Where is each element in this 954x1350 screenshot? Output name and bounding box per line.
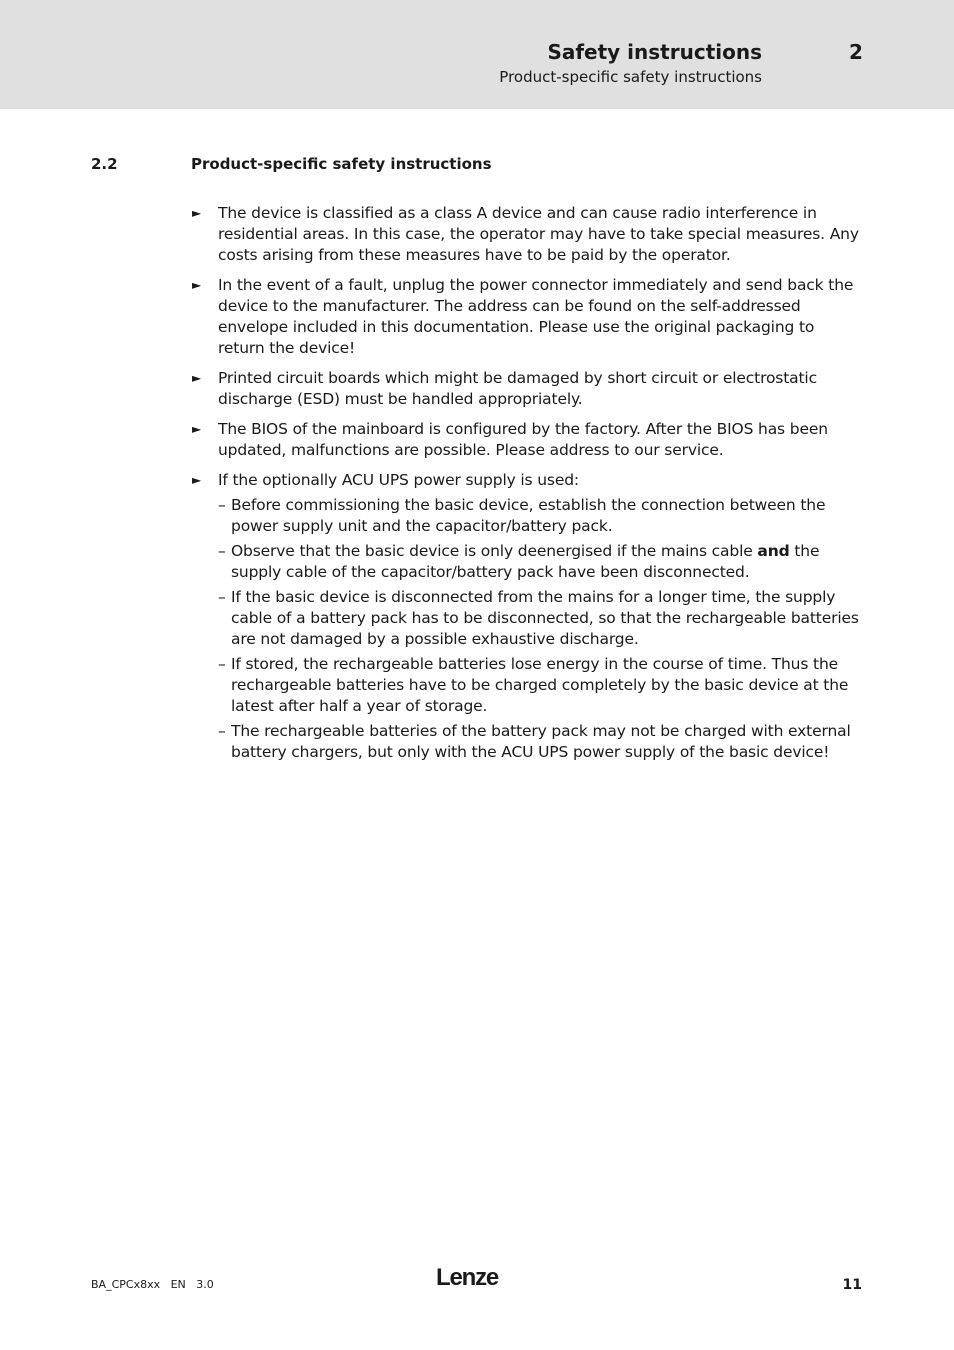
chapter-title: Safety instructions	[547, 40, 762, 64]
dash-bullet-icon: –	[218, 655, 226, 673]
arrow-bullet-icon: ►	[192, 422, 202, 436]
sub-list-item	[218, 495, 863, 537]
arrow-bullet-icon: ►	[192, 206, 202, 220]
section-title: Product-specific safety instructions	[191, 155, 492, 173]
page-header	[0, 0, 954, 109]
list-item-text: The device is classified as a class A device and can cause radio interference in residential areas. In this case, the operator may have to take special measures. Any costs arising from these measures have to be paid by the operator.	[218, 204, 859, 264]
section-number: 2.2	[91, 155, 118, 173]
emphasis-and: and	[757, 542, 790, 560]
list-item-text: In the event of a fault, unplug the power connector immediately and send back the device to the manufacturer. The address can be found on the self-addressed envelope included in this documentation. Please use the original packaging to return the device!	[218, 276, 854, 357]
sub-list-item	[218, 587, 863, 650]
sub-list-item-text: If the basic device is disconnected from the mains for a longer time, the supply cable of a battery pack has to be disconnected, so that the rechargeable batteries are not damaged by a possible exhaustive discharge.	[231, 588, 859, 648]
sub-list-item-text: The rechargeable batteries of the battery pack may not be charged with external battery chargers, but only with the ACU UPS power supply of the basic device!	[231, 722, 851, 761]
lenze-logo: Lenze	[436, 1264, 499, 1291]
sub-list-item	[218, 541, 863, 583]
list-item	[191, 419, 863, 461]
sub-list-item-text: Before commissioning the basic device, establish the connection between the power supply unit and the capacitor/battery pack.	[231, 496, 826, 535]
sub-list-item	[218, 721, 863, 763]
list-item	[191, 275, 863, 359]
list-item-text: The BIOS of the mainboard is configured by the factory. After the BIOS has been updated, malfunctions are possible. Please address to our service.	[218, 420, 828, 459]
chapter-subtitle: Product-specific safety instructions	[499, 68, 762, 86]
dash-bullet-icon: –	[218, 496, 226, 514]
dash-bullet-icon: –	[218, 542, 226, 560]
ups-sub-list	[218, 495, 863, 763]
instructions-list	[191, 203, 863, 772]
dash-bullet-icon: –	[218, 722, 226, 740]
chapter-number: 2	[849, 40, 863, 64]
list-item	[191, 203, 863, 266]
list-item	[191, 368, 863, 410]
dash-bullet-icon: –	[218, 588, 226, 606]
arrow-bullet-icon: ►	[192, 371, 202, 385]
document-code: BA_CPCx8xx EN 3.0	[91, 1278, 214, 1291]
list-item-text: If the optionally ACU UPS power supply is used:	[218, 471, 579, 489]
sub-list-item	[218, 654, 863, 717]
page-number: 11	[842, 1277, 862, 1293]
arrow-bullet-icon: ►	[192, 473, 202, 487]
list-item	[191, 470, 863, 763]
sub-list-item-text: Observe that the basic device is only deenergised if the mains cable	[231, 542, 758, 560]
sub-list-item-text-cont: the supply cable of the capacitor/battery pack have been disconnected.	[231, 542, 820, 581]
list-item-text: Printed circuit boards which might be damaged by short circuit or electrostatic discharge (ESD) must be handled appropriately.	[218, 369, 817, 408]
arrow-bullet-icon: ►	[192, 278, 202, 292]
sub-list-item-text: If stored, the rechargeable batteries lose energy in the course of time. Thus the rechargeable batteries have to be charged completely by the basic device at the latest after half a year of storage.	[231, 655, 849, 715]
